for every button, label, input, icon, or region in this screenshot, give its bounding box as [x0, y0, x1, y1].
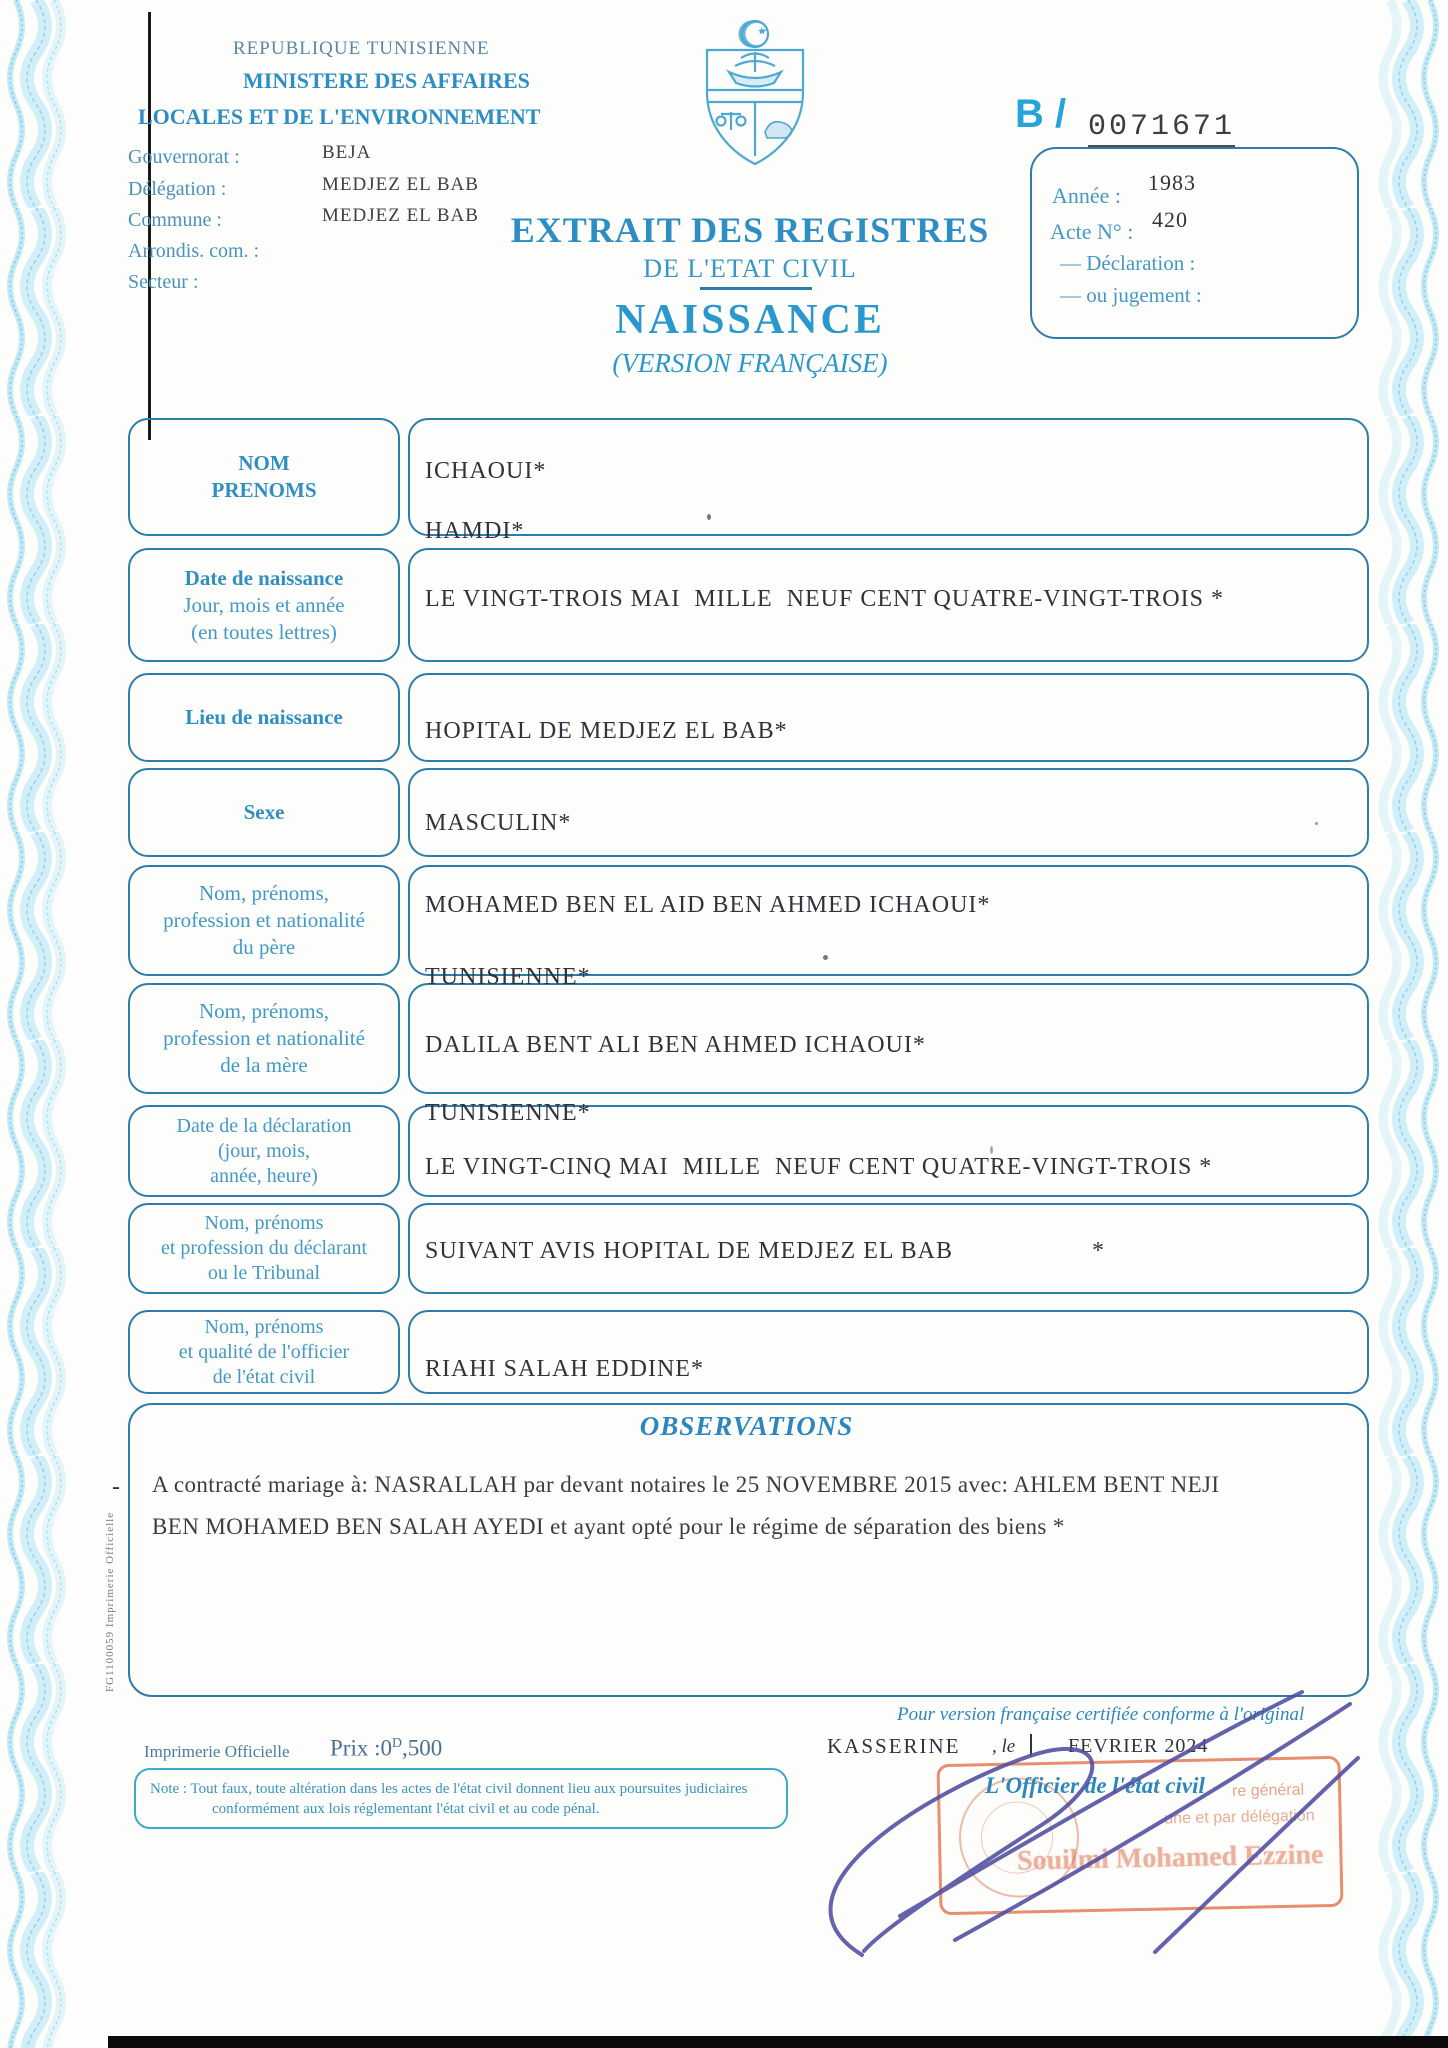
declaration-label: — Déclaration : [1060, 251, 1196, 275]
lieu-label: Lieu de naissance [185, 705, 343, 729]
right-guilloche-border [1374, 0, 1448, 2048]
declarant-label2: et profession du déclarant [160, 1237, 368, 1259]
row-mere-label-box [128, 983, 400, 1094]
row-sexe-label-box [128, 768, 400, 857]
date-naissance-label: Date de naissance [184, 565, 344, 590]
pere-label3: du père [232, 935, 296, 959]
officier-label1: Nom, prénoms [204, 1315, 324, 1338]
nom-value: ICHAOUI* [425, 458, 547, 484]
row-declaration-label-box [128, 1105, 400, 1197]
naissance-title-wrap [495, 296, 1005, 379]
arrondissement-label: Arrondis. com. : [128, 240, 260, 262]
declaration-date-label3: année, heure) [210, 1164, 318, 1187]
declaration-date-label1: Date de la déclaration [176, 1114, 352, 1137]
declaration-date-value: LE VINGT-CINQ MAI MILLE NEUF CENT QUATRE-VINGT-TROIS * [425, 1154, 1213, 1180]
declaration-date-label2: (jour, mois, [218, 1139, 310, 1162]
row-declarant-label-box [128, 1203, 400, 1294]
mere-label1: Nom, prénoms, [198, 999, 330, 1023]
date-naissance-sublabel2: (en toutes lettres) [191, 619, 337, 644]
mere-label3: de la mère [220, 1053, 308, 1077]
certification-line: Pour version française certifiée conforme à l'original [897, 1704, 1305, 1725]
city-value: KASSERINE [827, 1734, 961, 1758]
scan-edge-bar [108, 2036, 1448, 2048]
pere-value: MOHAMED BEN EL AID BEN AHMED ICHAOUI* [425, 892, 991, 918]
imprimerie-credit: Imprimerie Officielle [144, 1742, 290, 1761]
officier-etat-civil-title: L'Officier de l'état civil [985, 1773, 1205, 1798]
title-underline [700, 287, 812, 290]
republique-heading: REPUBLIQUE TUNISIENNE [233, 38, 490, 59]
date-value: FEVRIER 2024 [1068, 1735, 1209, 1757]
sexe-label: Sexe [243, 800, 285, 824]
declarant-value-star: * [1092, 1238, 1105, 1264]
prix-post: ,500 [401, 1735, 443, 1761]
naissance-title: NAISSANCE [615, 297, 885, 343]
row-nom-label-box [128, 418, 400, 536]
ministere-heading-line1: MINISTERE DES AFFAIRES [243, 68, 530, 93]
row-officier-label-box [128, 1310, 400, 1394]
stamp-line1: re général [1231, 1781, 1305, 1801]
row-pere-label-box [128, 865, 400, 976]
commune-label: Commune : [128, 209, 222, 231]
acte-no-label: Acte N° : [1050, 219, 1134, 244]
acte-no-value: 420 [1152, 207, 1188, 232]
officier-value: RIAHI SALAH EDDINE* [425, 1356, 704, 1382]
commune-value: MEDJEZ EL BAB [322, 205, 479, 226]
date-naissance-sublabel1: Jour, mois et année [183, 592, 345, 617]
lieu-value: HOPITAL DE MEDJEZ EL BAB* [425, 718, 788, 744]
etat-civil-subtitle: DE L'ETAT CIVIL [643, 254, 857, 283]
ink-speck [990, 1146, 993, 1154]
stamp-line2: une et par délégation [1164, 1807, 1315, 1828]
declarant-value: SUIVANT AVIS HOPITAL DE MEDJEZ EL BAB [425, 1238, 953, 1264]
legal-note-box: Note : Tout faux, toute altération dans les actes de l'état civil donnent lieu aux poursuites judiciaires conformément aux lois réglementant l'état civil et au code pénal. [134, 1768, 788, 1829]
gouvernorat-value: BEJA [322, 142, 372, 163]
prix-pre: Prix :0 [330, 1735, 392, 1761]
annee-label: Année : [1052, 183, 1122, 208]
gouvernorat-label: Gouvernorat : [128, 146, 240, 168]
tunisia-coat-of-arms-icon [695, 14, 815, 172]
stamp-officer-name: Souilmi Mohamed Ezzine [1016, 1839, 1324, 1877]
observations-title: OBSERVATIONS [639, 1411, 854, 1441]
prenoms-value: HAMDI* [425, 518, 525, 544]
row-pere-value-box [408, 865, 1369, 976]
serial-number: 0071671 [1088, 110, 1235, 147]
officier-label3: de l'état civil [212, 1365, 316, 1388]
ink-speck [707, 514, 711, 520]
left-guilloche-border [0, 0, 70, 2048]
printer-code-side-text: FG1100059 Imprimerie Officielle [104, 1511, 116, 1692]
row-lieu-label-box [128, 673, 400, 762]
prix-value [330, 1735, 442, 1762]
date-tick-mark [1030, 1734, 1032, 1756]
ministere-heading-line2: LOCALES ET DE L'ENVIRONNEMENT [138, 104, 541, 129]
le-label: , le [992, 1736, 1016, 1757]
mere-label2: profession et nationalité [163, 1026, 365, 1050]
pere-label1: Nom, prénoms, [198, 881, 330, 905]
mere-value: DALILA BENT ALI BEN AHMED ICHAOUI* [425, 1032, 926, 1058]
jugement-label: — ou jugement : [1060, 283, 1202, 307]
version-subtitle: (VERSION FRANÇAISE) [612, 348, 888, 378]
pere-nationalite-value: TUNISIENNE* [425, 964, 591, 990]
row-date-naissance-label-box [128, 548, 400, 662]
observations-dash: - [112, 1474, 121, 1500]
row-nom-value-box [408, 418, 1369, 536]
pere-label2: profession et nationalité [163, 908, 365, 932]
ink-speck [1315, 822, 1318, 825]
prix-sup: D [391, 1735, 402, 1750]
date-naissance-value: LE VINGT-TROIS MAI MILLE NEUF CENT QUATRE-VINGT-TROIS * [425, 586, 1224, 612]
annee-value: 1983 [1148, 170, 1196, 195]
prenoms-label: PRENOMS [211, 478, 317, 502]
ink-speck [823, 955, 828, 960]
secteur-label: Secteur : [128, 271, 199, 293]
title-block [495, 209, 1005, 284]
observations-line1: A contracté mariage à: NASRALLAH par devant notaires le 25 NOVEMBRE 2015 avec: AHLEM BENT NEJI [152, 1472, 1220, 1497]
extrait-title: EXTRAIT DES REGISTRES [510, 210, 990, 250]
observations-box [128, 1403, 1369, 1697]
sexe-value: MASCULIN* [425, 810, 572, 836]
mere-nationalite-value: TUNISIENNE* [425, 1100, 591, 1126]
officier-label2: et qualité de l'officier [178, 1340, 350, 1363]
declarant-label1: Nom, prénoms [204, 1212, 324, 1234]
nom-label: NOM [238, 451, 290, 475]
serial-prefix: B / [1015, 92, 1067, 136]
delegation-value: MEDJEZ EL BAB [322, 174, 479, 195]
declarant-label3: ou le Tribunal [207, 1262, 321, 1284]
observations-line2: BEN MOHAMED BEN SALAH AYEDI et ayant opté pour le régime de séparation des biens * [152, 1514, 1065, 1539]
delegation-label: Délégation : [128, 178, 227, 200]
